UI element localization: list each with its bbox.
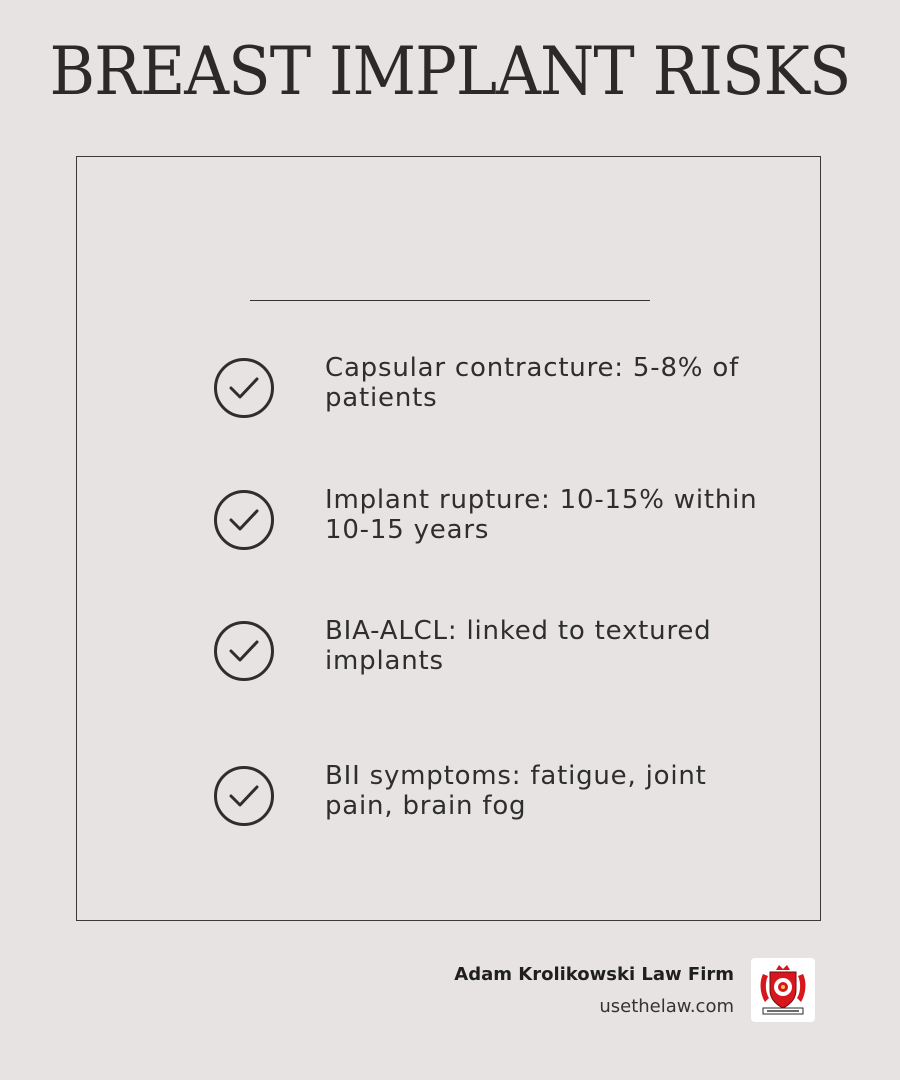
check-circle-icon bbox=[213, 620, 275, 682]
risk-item bbox=[213, 353, 773, 427]
risk-item bbox=[213, 761, 773, 835]
risk-text: Capsular contracture: 5-8% of patients bbox=[325, 353, 740, 413]
firm-name: Adam Krolikowski Law Firm bbox=[454, 964, 734, 985]
divider-line bbox=[250, 300, 650, 301]
check-circle-icon bbox=[213, 357, 275, 419]
check-circle-icon bbox=[213, 765, 275, 827]
risk-text: Implant rupture: 10-15% within 10-15 years bbox=[325, 485, 758, 545]
page-title: BREAST IMPLANT RISKS bbox=[49, 33, 851, 110]
risk-panel bbox=[76, 156, 821, 921]
firm-url[interactable]: usethelaw.com bbox=[599, 996, 734, 1017]
law-firm-crest-logo bbox=[751, 958, 815, 1022]
check-circle-icon bbox=[213, 489, 275, 551]
risk-item bbox=[213, 616, 773, 690]
risk-text: BII symptoms: fatigue, joint pain, brain fog bbox=[325, 761, 707, 821]
risk-text: BIA-ALCL: linked to textured implants bbox=[325, 616, 712, 676]
risk-item bbox=[213, 485, 773, 559]
